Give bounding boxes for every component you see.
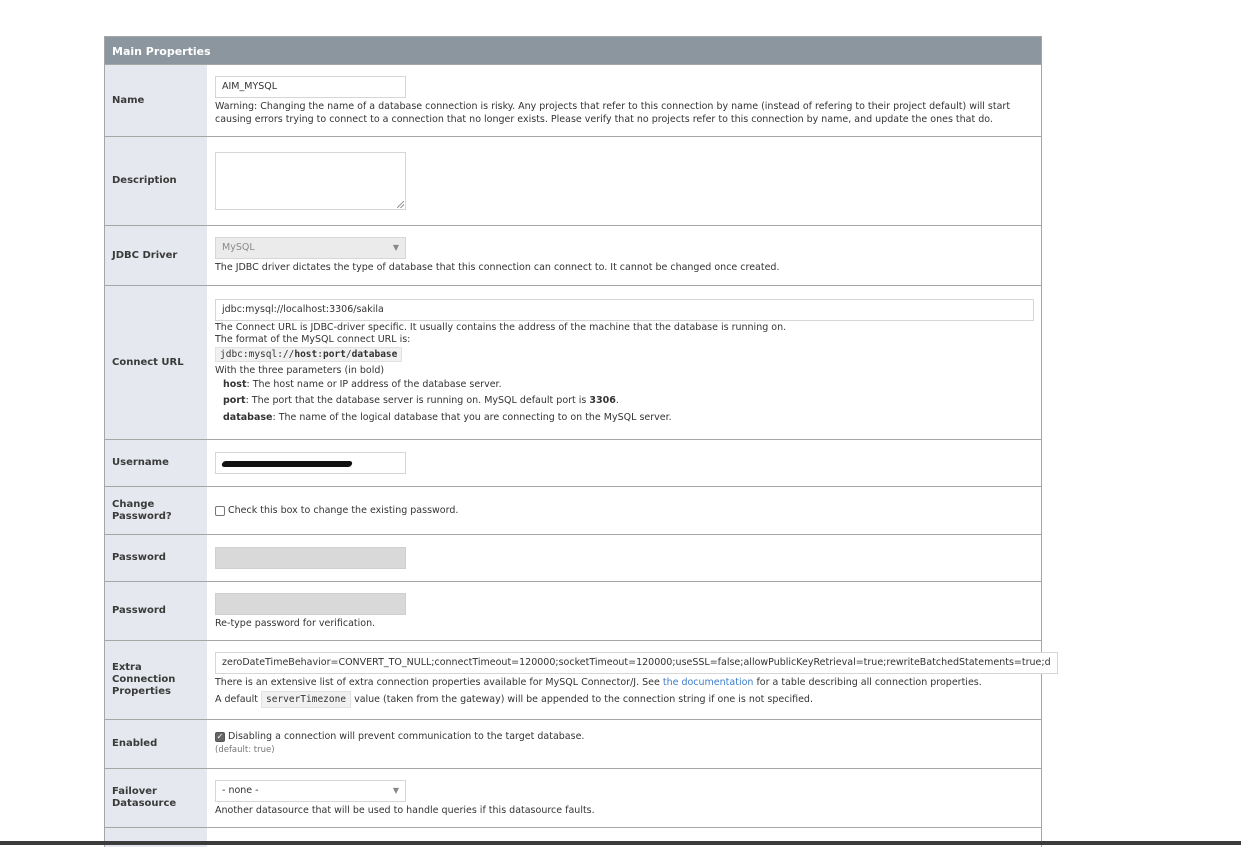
jdbc-driver-select [215, 237, 406, 259]
connect-url-label: Connect URL [105, 286, 207, 439]
password-row [105, 534, 1041, 581]
enabled-row [105, 719, 1041, 768]
username-input[interactable] [215, 452, 406, 474]
description-textarea[interactable] [215, 152, 406, 210]
name-input[interactable]: AIM_MYSQL [215, 76, 406, 98]
connect-url-row [105, 285, 1041, 439]
extra-props-help-line1 [215, 676, 1058, 689]
format-prefix: jdbc:mysql:// [220, 349, 295, 360]
change-password-label: Change Password? [105, 487, 207, 534]
failover-label: Failover Datasource [105, 769, 207, 827]
extra-props-help-line2 [215, 690, 1058, 709]
help-text: for a table describing all connection properties. [753, 676, 982, 688]
connect-url-format [215, 347, 402, 362]
password-confirm-row [105, 581, 1041, 640]
password-confirm-help: Re-type password for verification. [215, 617, 376, 629]
param-desc: : The port that the database server is running on. MySQL default port is [245, 395, 590, 406]
change-password-text: Check this box to change the existing password. [228, 505, 459, 516]
description-row [105, 136, 1041, 225]
name-row [105, 64, 1041, 136]
failover-help: Another datasource that will be used to handle queries if this datasource faults. [215, 804, 595, 816]
param-port [215, 392, 1034, 409]
window-bottom-edge [0, 841, 1241, 845]
change-password-checkbox[interactable] [215, 506, 225, 516]
extra-props-row [105, 640, 1051, 719]
connect-url-help-line1: The Connect URL is JDBC-driver specific. It usually contains the address of the machine that the database is running on. [215, 322, 787, 333]
extra-props-label: Extra Connection Properties [105, 641, 207, 719]
enabled-option [215, 731, 1034, 742]
param-database [215, 409, 1034, 426]
connect-url-input[interactable]: jdbc:mysql://localhost:3306/sakila [215, 299, 1034, 321]
name-label: Name [105, 65, 207, 136]
extra-props-input[interactable]: zeroDateTimeBehavior=CONVERT_TO_NULL;connectTimeout=120000;socketTimeout=120000;useSSL=false;allowPublicKeyRetrieval=true;rewriteBatchedStatements=true;d [215, 652, 1058, 674]
param-name: database [223, 412, 273, 423]
username-row [105, 439, 1041, 486]
chevron-down-icon: ▼ [392, 785, 399, 795]
enabled-label: Enabled [105, 720, 207, 768]
connect-url-help [215, 322, 1034, 346]
password-label: Password [105, 535, 207, 581]
enabled-text: Disabling a connection will prevent communication to the target database. [228, 731, 585, 742]
server-timezone-code: serverTimezone [261, 691, 351, 708]
failover-row [105, 768, 1041, 827]
main-properties-panel [104, 36, 1051, 847]
name-warning: Warning: Changing the name of a database connection is risky. Any projects that refer to this connection by name (instead of refering to their project default) will start causing errors trying to connect to a connection that no longer exists. Please verify that no projects refer to this connection by name, and update the ones that do. [215, 100, 1011, 125]
change-password-row [105, 486, 1041, 534]
redacted-username [221, 461, 353, 467]
connect-url-format-wrap [215, 346, 1034, 363]
format-host: host [294, 349, 318, 360]
param-name: port [223, 395, 246, 406]
jdbc-driver-value: MySQL [222, 242, 255, 253]
jdbc-driver-help: The JDBC driver dictates the type of database that this connection can connect to. It cannot be changed once created. [215, 262, 780, 273]
help-text: value (taken from the gateway) will be appended to the connection string if one is not specified. [351, 693, 813, 705]
param-name: host [223, 379, 247, 390]
format-sep: / [345, 349, 352, 360]
enabled-checkbox[interactable]: ✓ [216, 731, 224, 741]
param-default-port: 3306 [589, 395, 616, 406]
jdbc-driver-label: JDBC Driver [105, 226, 207, 285]
help-text: There is an extensive list of extra connection properties available for MySQL Connector/J. See [215, 676, 663, 688]
password-input [215, 547, 406, 569]
format-database: database [351, 349, 398, 360]
password-confirm-input [215, 593, 406, 615]
chevron-down-icon: ▼ [392, 243, 399, 252]
failover-value: - none - [222, 784, 259, 796]
resize-grip-icon[interactable] [397, 201, 404, 208]
param-host [215, 377, 1034, 392]
enabled-default: (default: true) [215, 745, 275, 755]
param-desc: : The host name or IP address of the database server. [246, 379, 502, 390]
param-desc: : The name of the logical database that you are connecting to on the MySQL server. [272, 412, 672, 423]
change-password-option [215, 505, 1034, 516]
format-sep: : [317, 349, 323, 360]
description-label: Description [105, 137, 207, 225]
failover-select[interactable] [215, 780, 406, 802]
help-text: A default [215, 693, 261, 705]
connect-url-help-line2: The format of the MySQL connect URL is: [215, 334, 411, 345]
connect-url-params-intro: With the three parameters (in bold) [215, 365, 385, 376]
param-tail: . [615, 395, 619, 406]
jdbc-driver-row [105, 225, 1041, 285]
username-label: Username [105, 440, 207, 486]
password-confirm-label: Password [105, 582, 207, 640]
format-port: port [322, 349, 346, 360]
section-title: Main Properties [105, 37, 1041, 64]
documentation-link[interactable]: the documentation [662, 676, 754, 688]
